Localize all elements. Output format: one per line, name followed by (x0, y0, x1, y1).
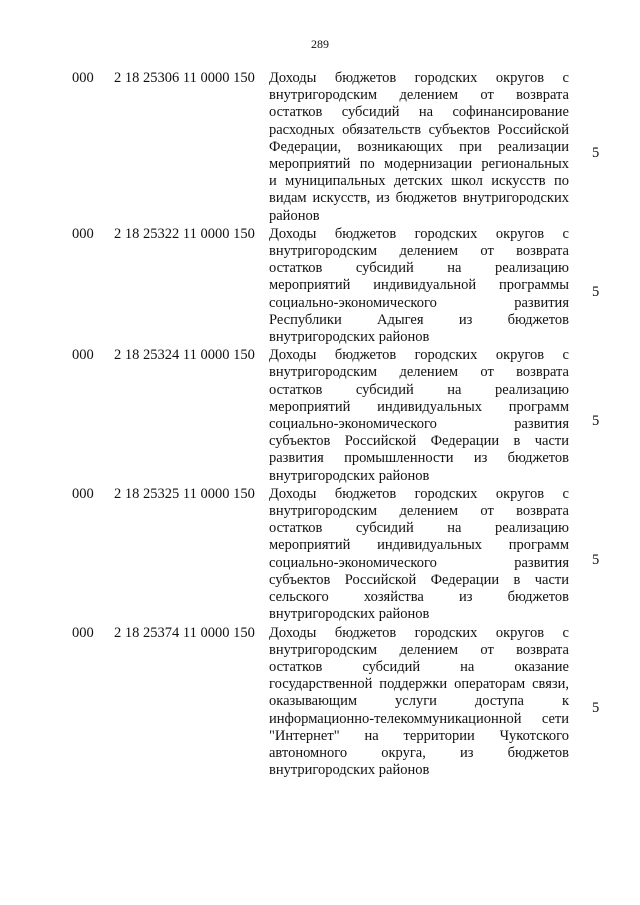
description-line: внутригородским делением от возврата (269, 641, 569, 658)
description-line: расходных обязательств субъектов Российской (269, 121, 569, 138)
description-line: сельского хозяйства из бюджетов (269, 589, 569, 606)
description-line: и муниципальных детских школ искусств по (269, 173, 569, 190)
description-line: видам искусств, из бюджетов внутригородских (269, 190, 569, 207)
description-line: мероприятий индивидуальных программ (269, 398, 569, 415)
description-line: субъектов Российской Федерации в части (269, 433, 569, 450)
reference-number: 5 (592, 699, 600, 716)
description-line: социально-экономического развития (269, 416, 569, 433)
description-line: развития промышленности из бюджетов (269, 450, 569, 467)
description-line: внутригородским делением от возврата (269, 364, 569, 381)
income-description (269, 625, 569, 780)
page-number: 289 (311, 37, 329, 51)
kbk-entry (72, 226, 612, 346)
description-line: внутригородских районов (269, 606, 430, 623)
description-line: остатков субсидий на реализацию (269, 381, 569, 398)
admin-code: 000 (72, 347, 94, 364)
description-line: Доходы бюджетов городских округов с (269, 225, 569, 242)
admin-code: 000 (72, 225, 94, 242)
budget-classification-code: 2 18 25374 11 0000 150 (114, 624, 255, 641)
description-line: внутригородских районов (269, 467, 430, 484)
description-line: информационно-телекоммуникационной сети (269, 710, 569, 727)
description-line: остатков субсидий на оказание (269, 658, 569, 675)
reference-number: 5 (592, 145, 600, 161)
admin-code: 000 (72, 70, 94, 86)
description-line: внутригородских районов (269, 762, 430, 779)
description-line: районов (269, 207, 320, 224)
description-line: Доходы бюджетов городских округов с (269, 347, 569, 364)
description-line: Федерации, возникающих при реализации (269, 138, 569, 155)
income-description (269, 347, 569, 485)
description-line: субъектов Российской Федерации в части (269, 571, 569, 588)
description-line: остатков субсидий на софинансирование (269, 104, 569, 121)
reference-number: 5 (592, 413, 600, 430)
admin-code: 000 (72, 624, 94, 641)
description-line: внутригородским делением от возврата (269, 243, 569, 260)
description-line: Доходы бюджетов городских округов с (269, 485, 569, 502)
budget-classification-code: 2 18 25324 11 0000 150 (114, 347, 255, 364)
description-line: социально-экономического развития (269, 294, 569, 311)
income-description (269, 486, 569, 624)
description-line: внутригородским делением от возврата (269, 87, 569, 104)
description-line: остатков субсидий на реализацию (269, 520, 569, 537)
description-line: мероприятий по модернизации региональных (269, 156, 569, 173)
income-description (269, 226, 569, 346)
description-line: остатков субсидий на реализацию (269, 260, 569, 277)
description-line: государственной поддержки операторам связи, (269, 676, 569, 693)
description-line: Доходы бюджетов городских округов с (269, 624, 569, 641)
income-description (269, 70, 569, 225)
kbk-entry (72, 347, 612, 485)
description-line: автономного округа, из бюджетов (269, 744, 569, 761)
description-line: внутригородским делением от возврата (269, 503, 569, 520)
kbk-entry (72, 625, 612, 780)
admin-code: 000 (72, 485, 94, 502)
budget-classification-code: 2 18 25306 11 0000 150 (114, 70, 255, 86)
kbk-entry (72, 70, 612, 225)
budget-classification-code: 2 18 25322 11 0000 150 (114, 225, 255, 242)
reference-number: 5 (592, 551, 600, 568)
reference-number: 5 (592, 283, 600, 300)
description-line: Республики Адыгея из бюджетов (269, 311, 569, 328)
description-line: Доходы бюджетов городских округов с (269, 70, 569, 86)
description-line: оказывающим услуги доступа к (269, 693, 569, 710)
description-line: мероприятий индивидуальных программ (269, 537, 569, 554)
description-line: внутригородских районов (269, 329, 430, 346)
description-line: "Интернет" на территории Чукотского (269, 727, 569, 744)
kbk-entries-list (72, 70, 612, 780)
kbk-entry (72, 486, 612, 624)
description-line: мероприятий индивидуальной программы (269, 277, 569, 294)
budget-classification-code: 2 18 25325 11 0000 150 (114, 485, 255, 502)
description-line: социально-экономического развития (269, 554, 569, 571)
